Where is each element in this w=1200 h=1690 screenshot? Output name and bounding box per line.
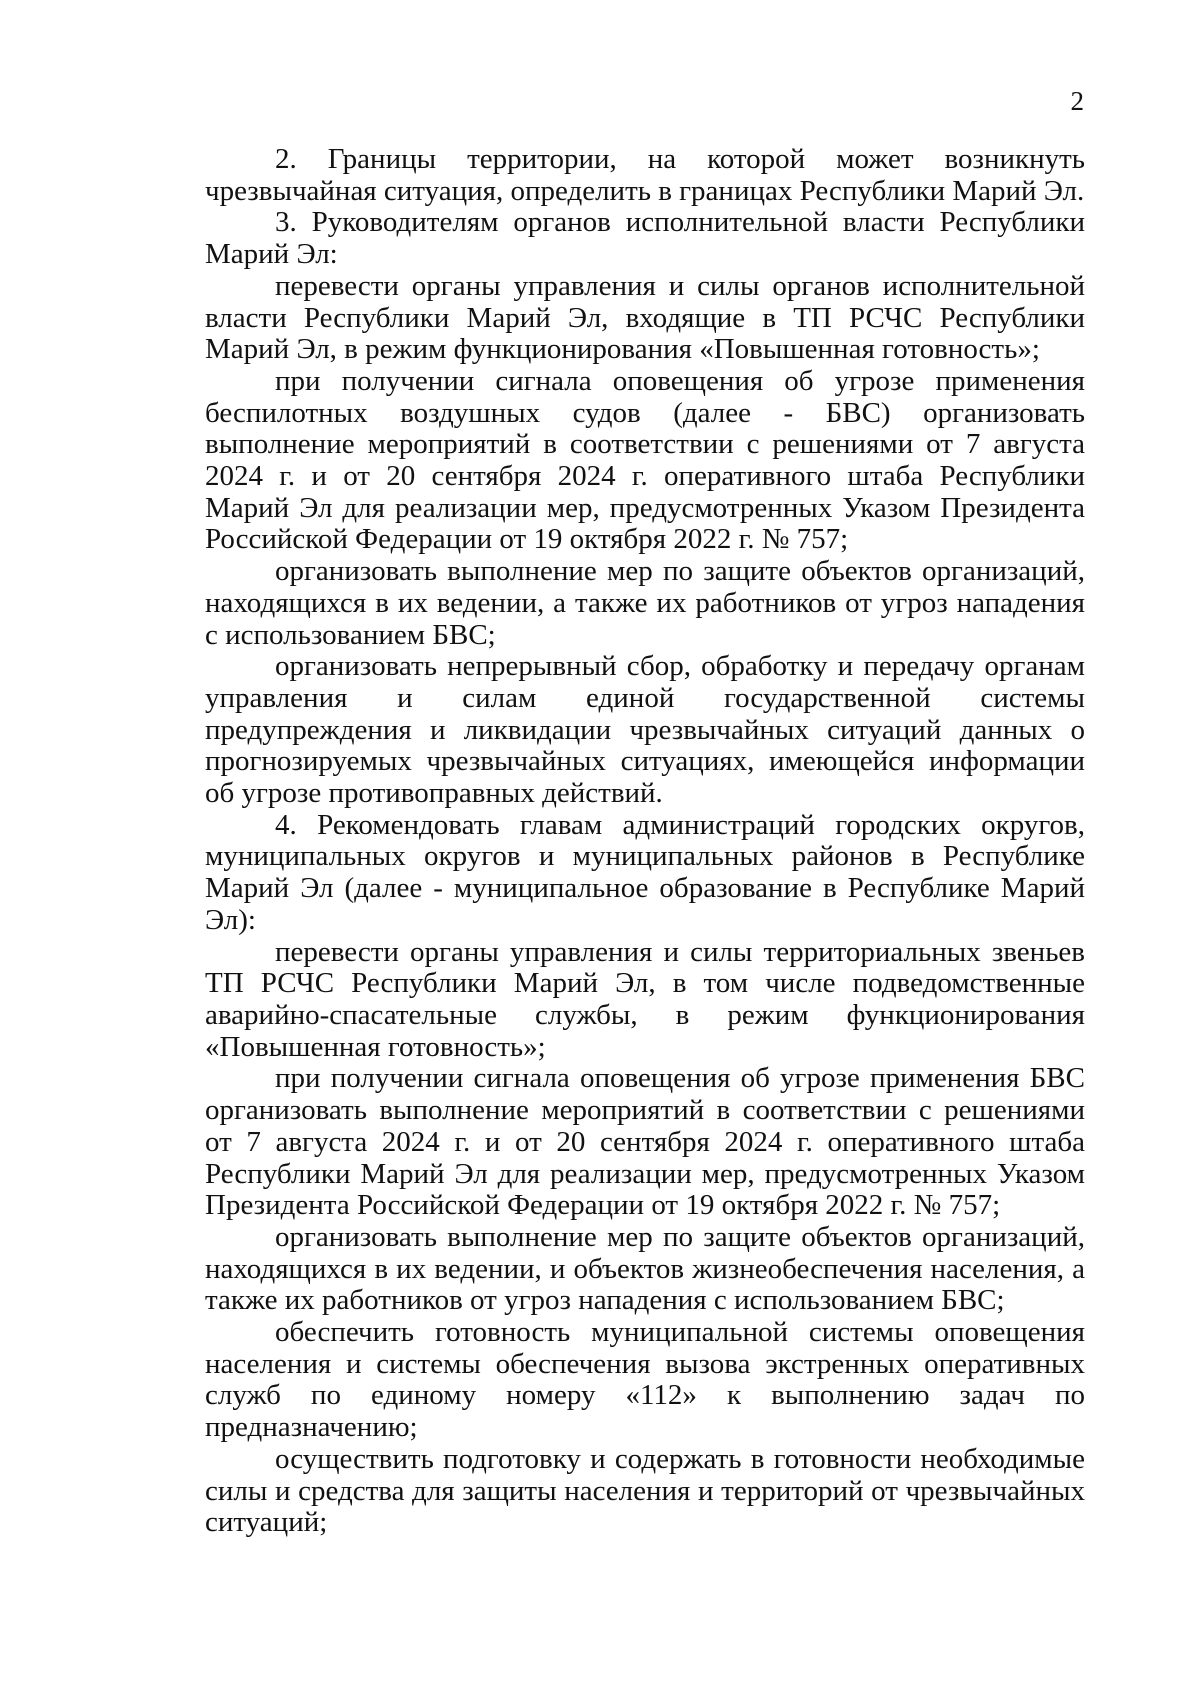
paragraph-3-executive-heads: 3. Руководителям органов исполнительной власти Республики Марий Эл: — [205, 206, 1085, 271]
paragraph-4-forces-readiness: осуществить подготовку и содержать в готовности необходимые силы и средства для защиты населения и территорий от чрезвычайных ситуаций; — [205, 1442, 1085, 1539]
page-number: 2 — [1070, 86, 1084, 116]
paragraph-2-territory-borders: 2. Границы территории, на которой может возникнуть чрезвычайная ситуация, определить в границах Республики Марий Эл. — [205, 143, 1085, 207]
paragraph-4-municipal-heads: 4. Рекомендовать главам администраций городских округов, муниципальных округов и муниципальных районов в Республике Марий Эл (далее - муниципальное образование в Республике Марий Эл): — [205, 808, 1085, 936]
paragraph-3-alert-mode: перевести органы управления и силы органов исполнительной власти Республики Марий Эл, входящие в ТП РСЧС Республики Марий Эл, в режим функционирования «Повышенная готовность»; — [205, 269, 1085, 366]
paragraph-4-warning-system: обеспечить готовность муниципальной системы оповещения населения и системы обеспечения вызова экстренных оперативных служб по единому номеру «112» к выполнению задач по предназначению; — [205, 1316, 1085, 1444]
paragraph-4-object-protection: организовать выполнение мер по защите объектов организаций, находящихся в их ведении, и объектов жизнеобеспечения населения, а также их работников от угроз нападения с использованием БВС; — [205, 1220, 1085, 1317]
paragraph-4-uav-measures: при получении сигнала оповещения об угрозе применения БВС организовать выполнение мероприятий в соответствии с решениями от 7 августа 2024 г. и от 20 сентября 2024 г. оперативного штаба Республики Марий Эл для реализации мер, предусмотренных Указом Президента Российской Федерации от 19 октября 2022 г. № 757; — [205, 1062, 1085, 1222]
document-body — [205, 144, 1085, 1539]
paragraph-3-object-protection: организовать выполнение мер по защите объектов организаций, находящихся в их ведении, а также их работников от угроз нападения с использованием БВС; — [205, 555, 1085, 651]
paragraph-3-uav-measures: при получении сигнала оповещения об угрозе применения беспилотных воздушных судов (далее - БВС) организовать выполнение мероприятий в соответствии с решениями от 7 августа 2024 г. и от 20 сентября 2024 г. оперативного штаба Республики Марий Эл для реализации мер, предусмотренных Указом Президента Российской Федерации от 19 октября 2022 г. № 757; — [205, 364, 1085, 556]
paragraph-4-alert-mode: перевести органы управления и силы территориальных звеньев ТП РСЧС Республики Марий Эл, в том числе подведомственные аварийно-спасательные службы, в режим функционирования «Повышенная готовность»; — [205, 935, 1085, 1063]
paragraph-3-data-collection: организовать непрерывный сбор, обработку и передачу органам управления и силам единой государственной системы предупреждения и ликвидации чрезвычайных ситуаций данных о прогнозируемых чрезвычайных ситуациях, имеющейся информации об угрозе противоправных действий. — [205, 650, 1085, 810]
